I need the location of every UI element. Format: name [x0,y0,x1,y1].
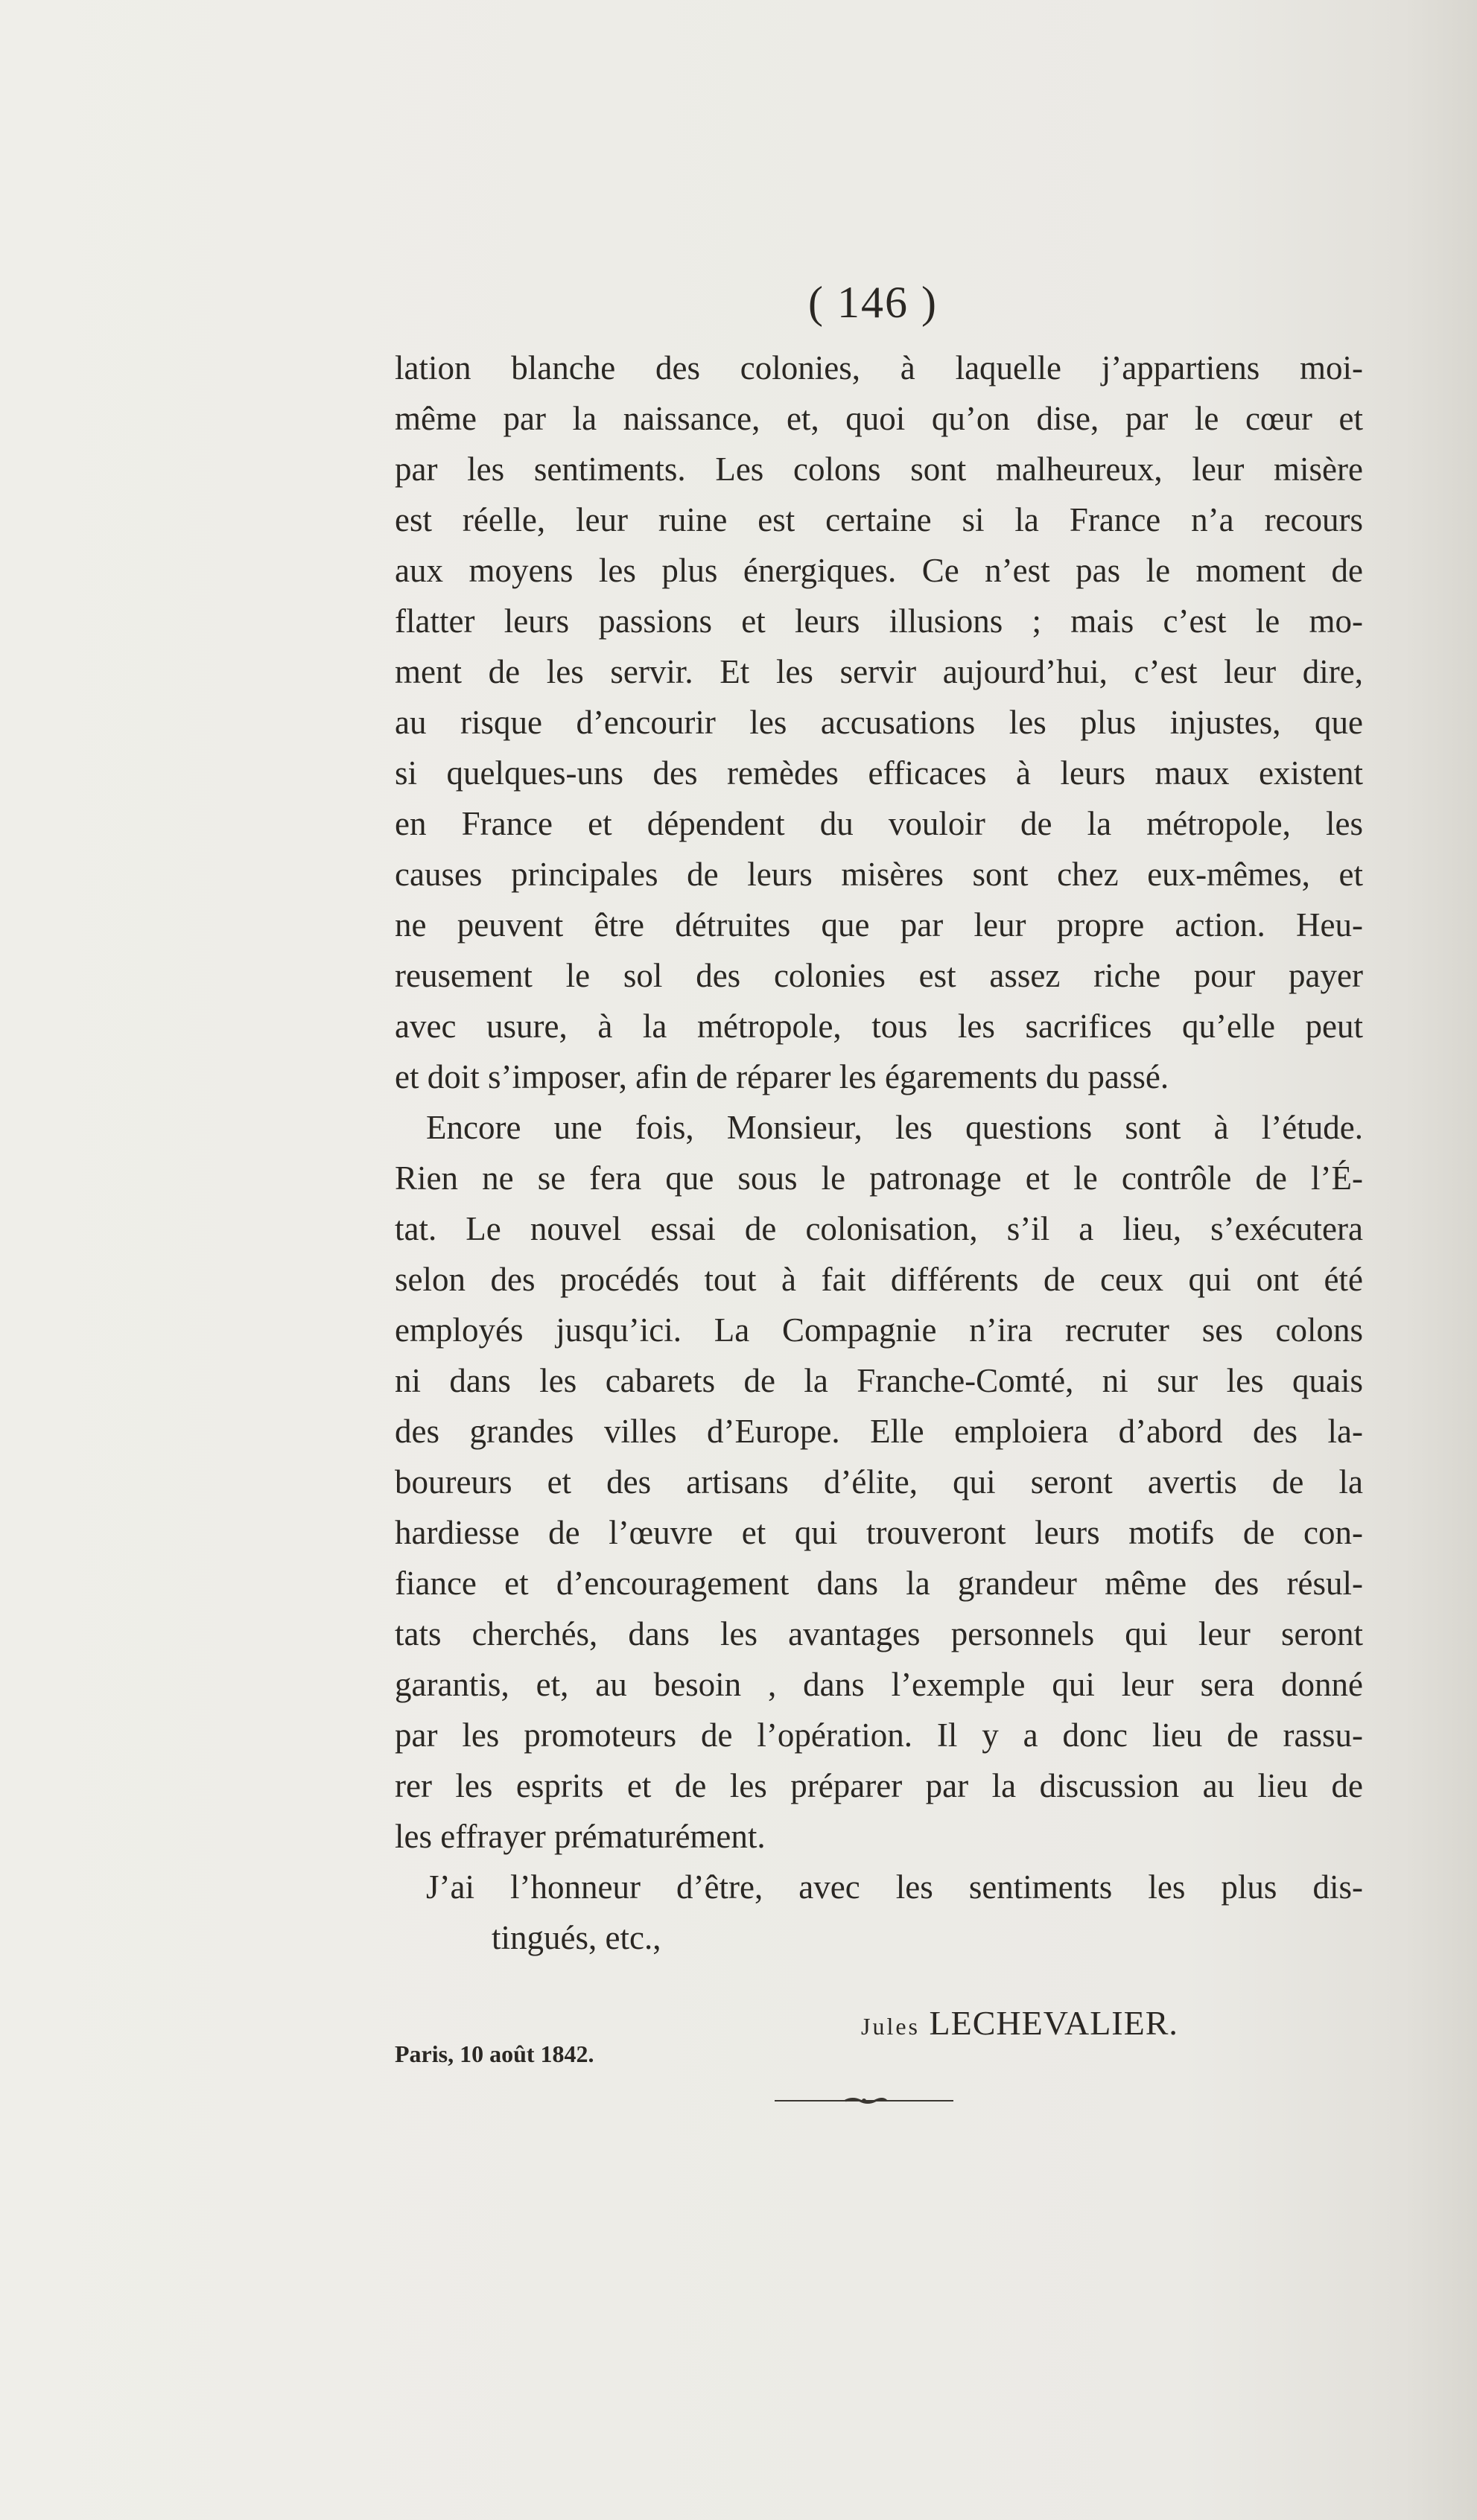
signature-last-name: LECHEVALIER. [929,2004,1178,2042]
text-line: rer les esprits et de les préparer par la discussion au lieu de [395,1767,1363,1804]
text-line: en France et dépendent du vouloir de la métropole, les [395,805,1363,842]
text-line: fiance et d’encouragement dans la grandeur même des résul- [395,1565,1363,1602]
signature-block [395,2003,1363,2070]
text-line: selon des procédés tout à fait différents de ceux qui ont été [395,1261,1363,1298]
signature [861,2003,1178,2043]
text-line: hardiesse de l’œuvre et qui trouveront leurs motifs de con- [395,1514,1363,1551]
text-line: avec usure, à la métropole, tous les sacrifices qu’elle peut [395,1008,1363,1045]
text-line: si quelques-uns des remèdes efficaces à leurs maux existent [395,754,1363,792]
text-line: garantis, et, au besoin , dans l’exemple qui leur sera donné [395,1666,1363,1703]
text-line: est réelle, leur ruine est certaine si la France n’a recours [395,501,1363,538]
text-line: les effrayer prématurément. [395,1818,766,1855]
text-line: et doit s’imposer, afin de réparer les égarements du passé. [395,1058,1169,1095]
text-line: causes principales de leurs misères sont chez eux-mêmes, et [395,856,1363,893]
text-line: tat. Le nouvel essai de colonisation, s’il a lieu, s’exécutera [395,1210,1363,1247]
text-line: ment de les servir. Et les servir aujourd’hui, c’est leur dire, [395,653,1363,690]
text-line: employés jusqu’ici. La Compagnie n’ira recruter ses colons [395,1311,1363,1349]
text-line: aux moyens les plus énergiques. Ce n’est pas le moment de [395,552,1363,589]
text-line: lation blanche des colonies, à laquelle j’appartiens moi- [395,349,1363,386]
closing-line: tingués, etc., [492,1919,661,1956]
text-line: ne peuvent être détruites que par leur propre action. Heu- [395,906,1363,944]
text-line: par les sentiments. Les colons sont malheureux, leur misère [395,451,1363,488]
ornament-divider [775,2096,953,2105]
signature-first-name: Jules [861,2013,920,2040]
text-line: Encore une fois, Monsieur, les questions sont à l’étude. [426,1109,1363,1146]
closing-line: J’ai l’honneur d’être, avec les sentiments les plus dis- [426,1868,1363,1906]
text-line: au risque d’encourir les accusations les plus injustes, que [395,704,1363,741]
body-text [395,343,1363,1963]
dateline: Paris, 10 août 1842. [395,2040,594,2067]
text-line: flatter leurs passions et leurs illusions ; mais c’est le mo- [395,602,1363,640]
text-line: ni dans les cabarets de la Franche-Comté, ni sur les quais [395,1362,1363,1399]
text-line: des grandes villes d’Europe. Elle emploiera d’abord des la- [395,1413,1363,1450]
text-line: même par la naissance, et, quoi qu’on dise, par le cœur et [395,400,1363,437]
text-line: reusement le sol des colonies est assez riche pour payer [395,957,1363,994]
text-line: par les promoteurs de l’opération. Il y a donc lieu de rassu- [395,1716,1363,1754]
text-line: boureurs et des artisans d’élite, qui seront avertis de la [395,1463,1363,1501]
text-line: tats cherchés, dans les avantages personnels qui leur seront [395,1615,1363,1652]
text-line: Rien ne se fera que sous le patronage et le contrôle de l’É- [395,1159,1363,1197]
page-number: ( 146 ) [808,278,938,327]
